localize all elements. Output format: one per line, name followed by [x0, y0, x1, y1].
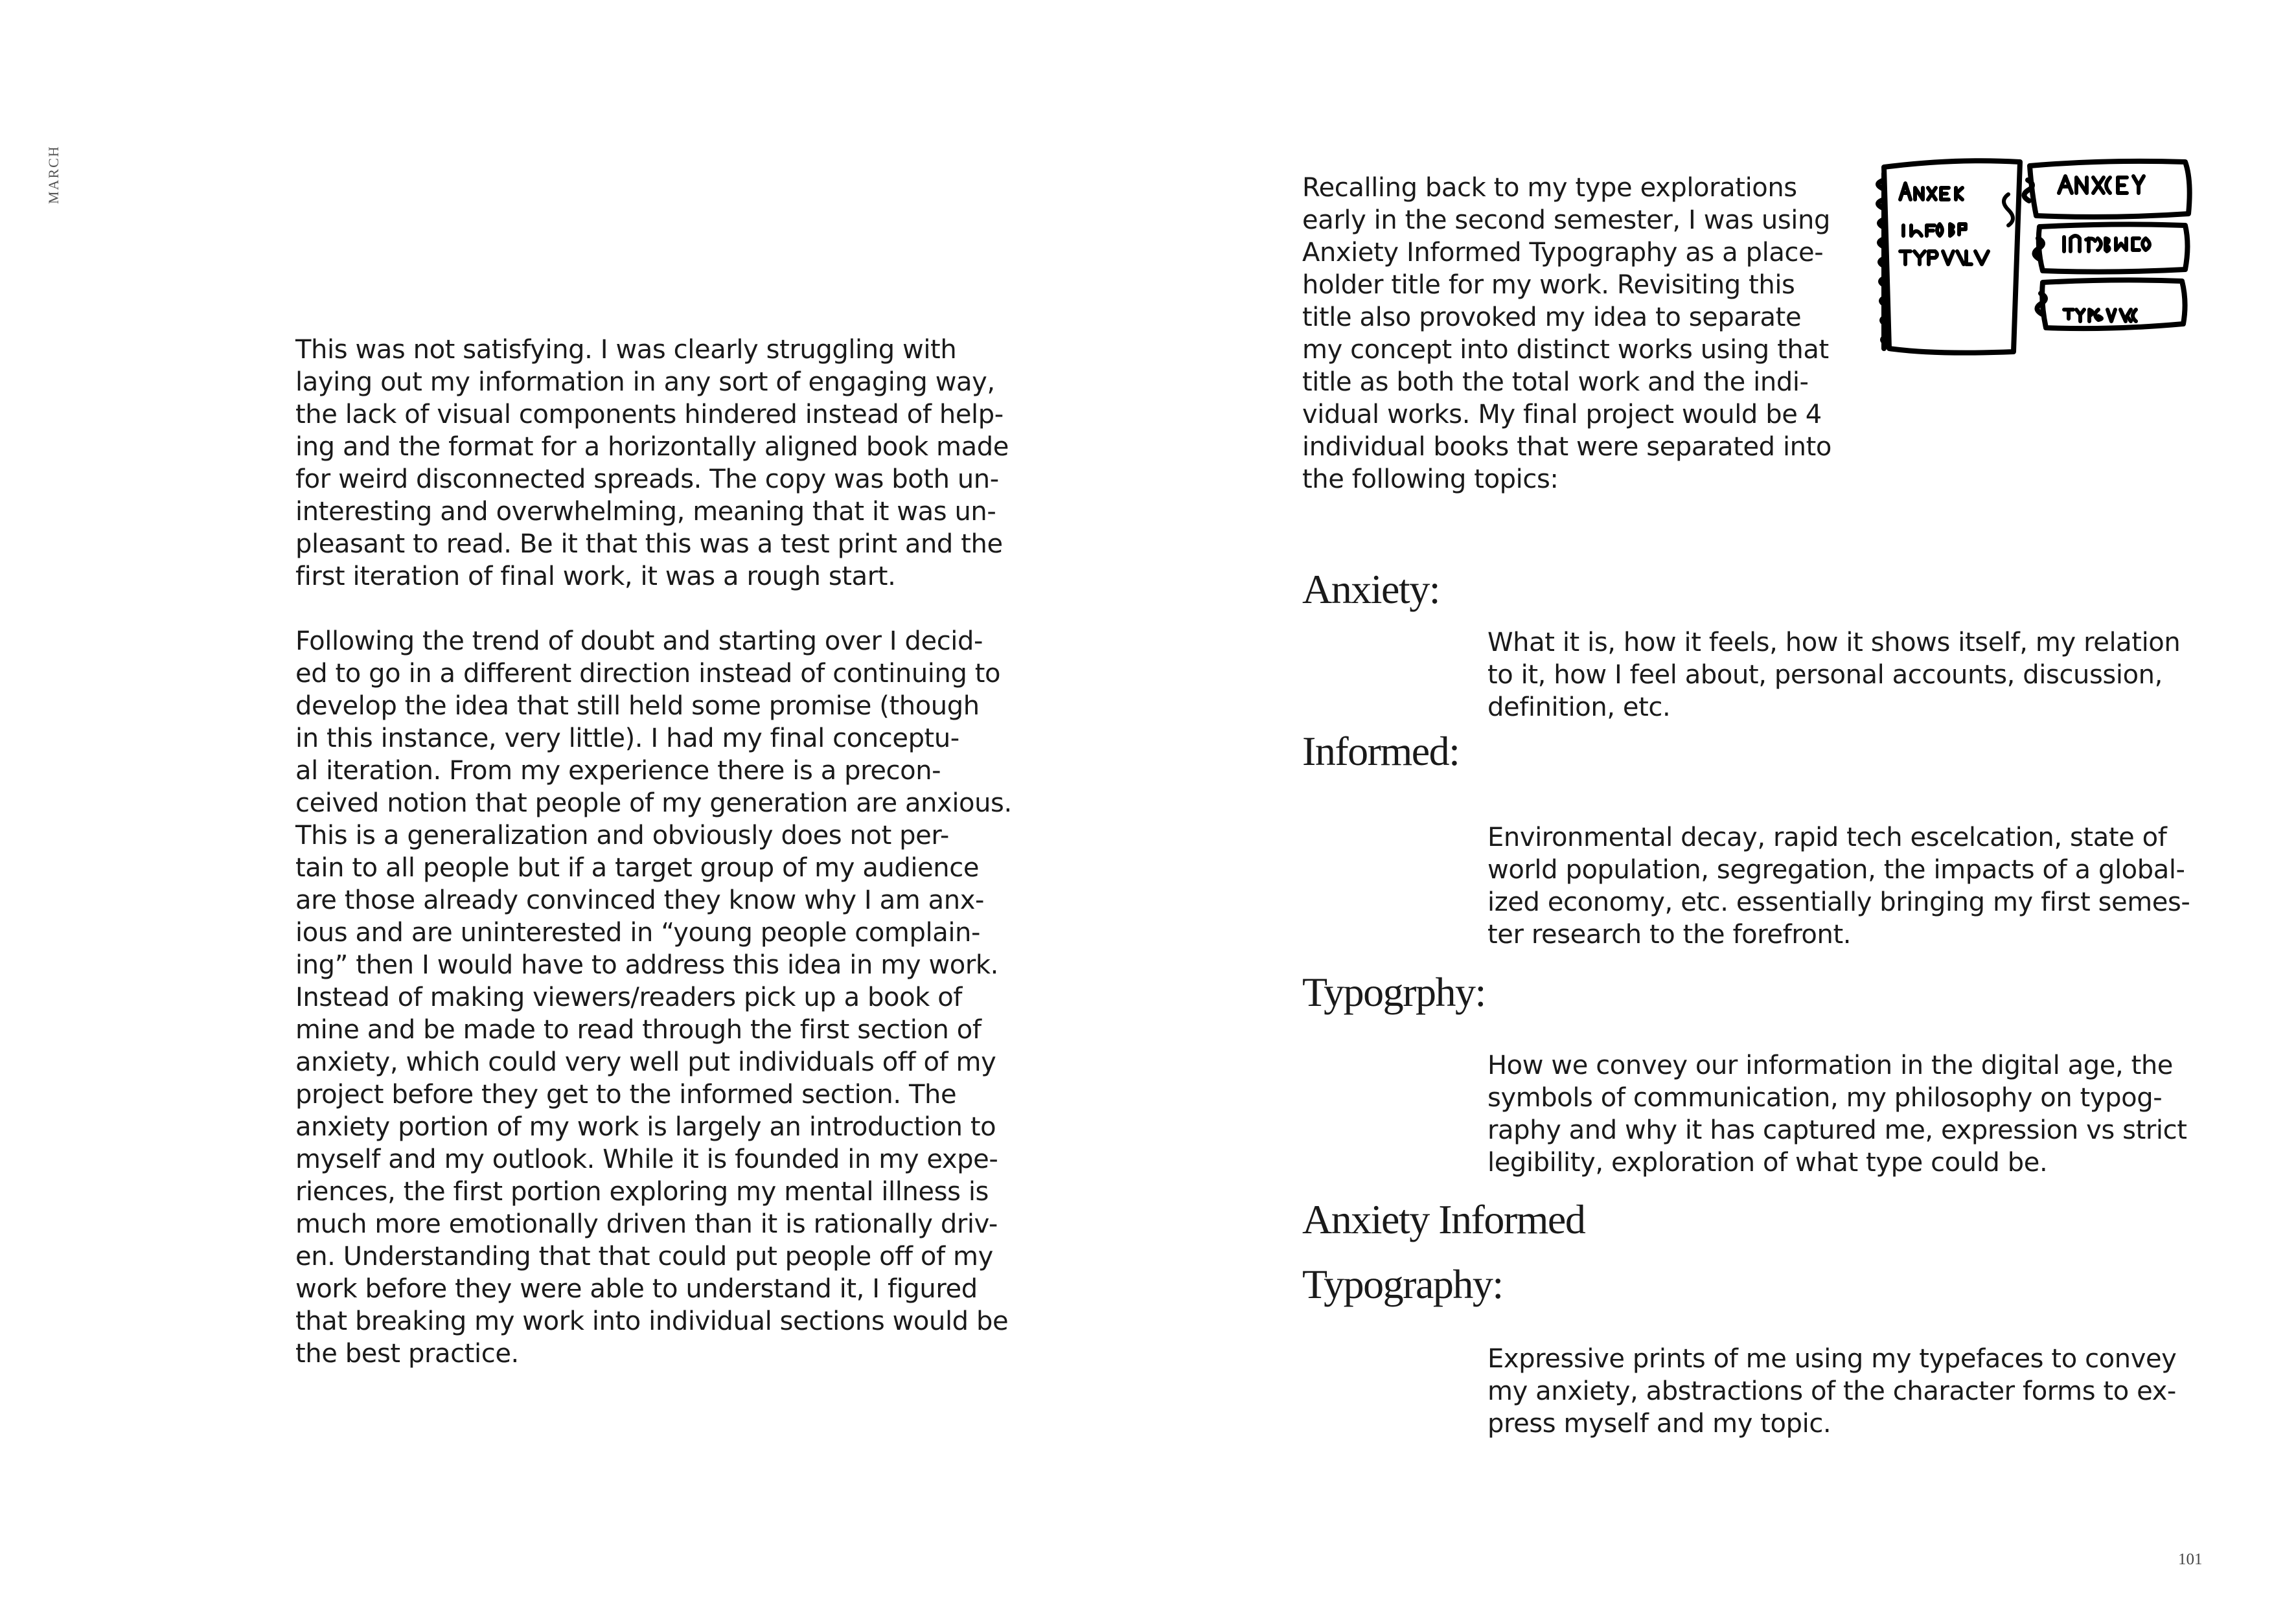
topic-heading-informed: Informed: [1302, 728, 1460, 774]
topic-description-typography: How we convey our information in the digital age, the symbols of communication, my philosophy on typog- raphy and why it has captured me, expression vs strict legibility, exploration of what type could be. [1487, 1051, 2187, 1178]
topic-heading-anxiety: Anxiety: [1302, 566, 1440, 612]
topic-description-anxiety: What it is, how it feels, how it shows itself, my relation to it, how I feel about, personal accounts, discussion, definition, etc. [1487, 628, 2181, 722]
body-paragraph: Following the trend of doubt and starting over I decid- ed to go in a different direction instead of continuing to develop the idea that still held some promise (though in this instance, very little). I had my final conceptu- al iteration. From my experience there is a precon- ceived notion that people of my generation are anxious. This is a generalization and obviously does not per- tain to all people but if a target group of my audience are those already convinced they know why I am anx- ious and are uninterested in “young people complain- ing” then I would have to address this idea in my work. Instead of making viewers/readers pick up a book of mine and be made to read through the first section of anxiety, which could very well put individuals off of my project before they get to the informed section. The anxiety portion of my work is largely an introduction to myself and my outlook. While it is founded in my expe- riences, the first portion exploring my mental illness is much more emotionally driven than it is rationally driv- en. Understanding that that could put people off of my work before they were able to understand it, I figured that breaking my work into individual sections would be the best practice. [295, 626, 1012, 1369]
running-head: MARCH [45, 145, 62, 204]
intro-paragraph: Recalling back to my type explorations early in the second semester, I was using Anxiety Informed Typography as a place- holder title for my work. Revisiting this title also provoked my idea to separate my concept into distinct works using that title as both the total work and the indi- vidual works. My final project would be 4 individual books that were separated into the following topics: [1302, 173, 1831, 494]
topic-heading-anxiety-informed: Anxiety Informed [1302, 1196, 1585, 1242]
page-number: 101 [2178, 1551, 2203, 1568]
topic-description-informed: Environmental decay, rapid tech escelcation, state of world population, segregation, the impacts of a global- ized economy, etc. essentially bringing my first semes- ter research to the forefront. [1487, 823, 2190, 950]
sketch-illustration [1858, 154, 2205, 381]
body-paragraph: This was not satisfying. I was clearly struggling with laying out my information in any sort of engaging way, the lack of visual components hindered instead of help- ing and the format for a horizontally aligned book made for weird disconnected spreads. The copy was both un- interesting and overwhelming, meaning that it was un- pleasant to read. Be it that this was a test print and the first iteration of final work, it was a rough start. [295, 335, 1009, 591]
topic-heading-typography-full: Typography: [1302, 1261, 1503, 1307]
left-column [295, 334, 1027, 1370]
hand-drawn-book-sketch [1858, 154, 2205, 381]
topic-description-anxiety-informed-typography: Expressive prints of me using my typefaces to convey my anxiety, abstractions of the character forms to ex- press myself and my topic. [1487, 1344, 2177, 1439]
topic-heading-typography: Typogrphy: [1302, 969, 1486, 1015]
